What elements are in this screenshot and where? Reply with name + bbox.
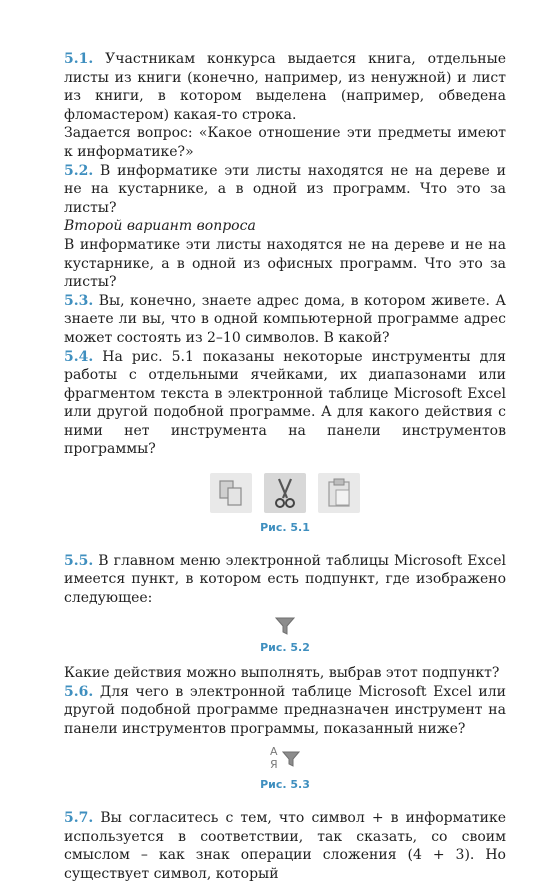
paragraph-variant [64, 236, 506, 292]
question-text: На рис. 5.1 показаны некоторые инструменты для работы с отдельными ячейками, их диапазонами или фрагментом текста в электронной таблице Microsoft Excel или другой подобной программе. А для какого действия с ними нет инструмента на панели инструментов программы? [64, 348, 506, 458]
question-text: Для чего в электронной таблице Microsoft Excel или другой подобной программе предназначен инструмент на панели инструментов программы, показанный ниже? [64, 683, 506, 737]
sort-filter-icon [268, 746, 302, 774]
question-number: 5.2. [64, 162, 94, 179]
question-text: Задается вопрос: «Какое отношение эти предметы имеют к информатике?» [64, 125, 506, 160]
paragraph-5-6 [64, 683, 506, 739]
paragraph-5-5b [64, 664, 506, 683]
question-text: Участникам конкурса выдается книга, отдельные листы из книги (конечно, например, из ненужной) и лист из книги, в котором выделена (например, обведена фломастером) какая-то строка. [64, 51, 506, 123]
question-text: В информатике эти листы находятся не на дереве и не на кустарнике, а в одной из офисных программ. Что это за листы? [64, 236, 506, 291]
letter-a: А [270, 745, 278, 759]
question-text: Какие действия можно выполнять, выбрав этот подпункт? [64, 665, 500, 682]
paragraph-5-1 [64, 50, 506, 124]
question-text: Вы согласитесь с тем, что символ + в информатике используется в соответствии, так сказать, со своим смыслом – как знак операции сложения (4 + 3). Но существует символ, который [64, 810, 506, 882]
question-number: 5.3. [64, 292, 94, 309]
question-text: Вы, конечно, знаете адрес дома, в котором живете. А знаете ли вы, что в одной компьютерной программе адрес может состоять из 2–10 символов. В какой? [64, 292, 506, 346]
paste-icon [318, 473, 360, 513]
copy-icon [210, 473, 252, 513]
question-text: В главном меню электронной таблицы Microsoft Excel имеется пункт, в котором есть подпункт, где изображено следующее: [64, 552, 506, 606]
question-number: 5.4. [64, 348, 94, 365]
question-text: В информатике эти листы находятся не на дереве и не на кустарнике, а в одной из программ. Что это за листы? [64, 162, 506, 216]
paragraph-5-4 [64, 348, 506, 460]
question-number: 5.6. [64, 683, 94, 700]
paragraph-5-2 [64, 162, 506, 218]
paragraph-variant-heading [64, 217, 506, 236]
letter-ya: Я [270, 758, 278, 772]
paragraph-5-3 [64, 292, 506, 348]
page-content [64, 50, 506, 883]
question-number: 5.7. [64, 810, 94, 826]
figure-caption: Рис. 5.2 [260, 641, 310, 655]
question-number: 5.1. [64, 51, 94, 67]
variant-heading: Второй вариант вопроса [64, 218, 256, 235]
question-number: 5.5. [64, 552, 94, 569]
figure-5-2 [64, 615, 506, 637]
filter-icon [274, 615, 296, 637]
figure-caption: Рис. 5.1 [260, 521, 310, 535]
paragraph-5-7 [64, 809, 506, 883]
cut-icon [264, 473, 306, 513]
figure-caption: Рис. 5.3 [260, 778, 310, 792]
paragraph-5-5 [64, 552, 506, 608]
figure-5-3 [64, 746, 506, 774]
paragraph-question [64, 124, 506, 161]
figure-5-1-icons [64, 473, 506, 513]
